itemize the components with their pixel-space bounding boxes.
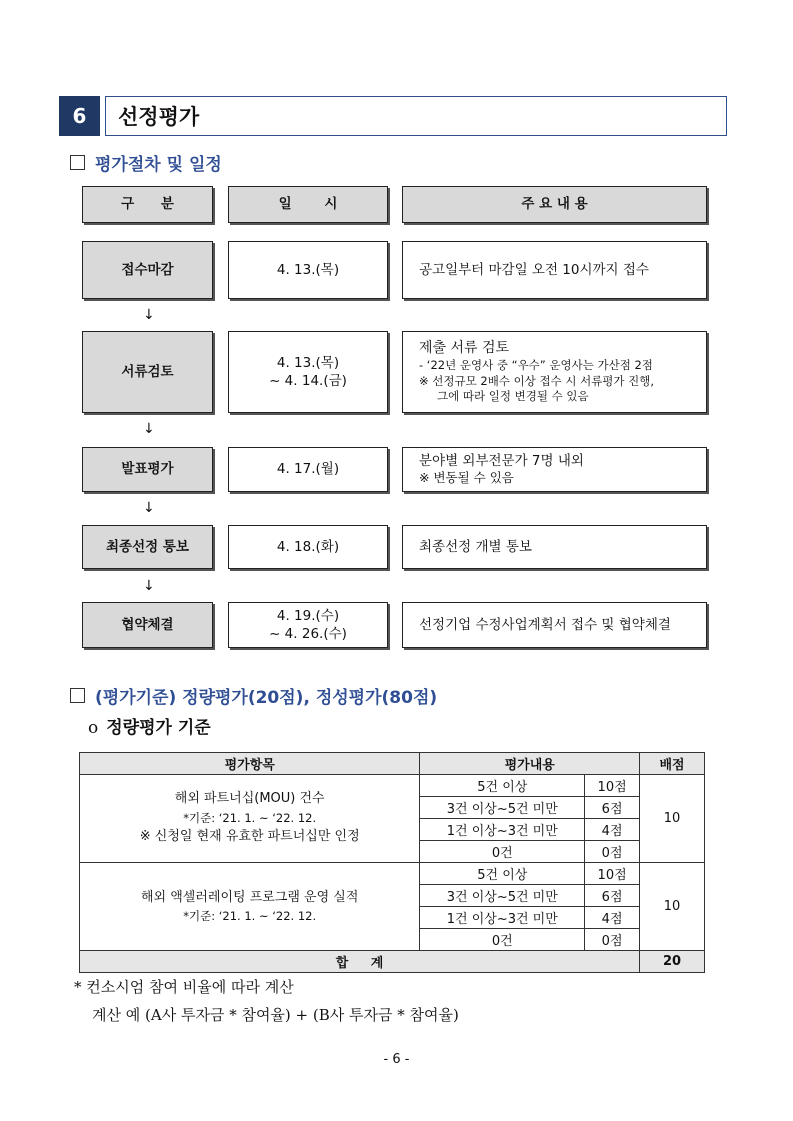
table-cell: 10점	[585, 863, 640, 885]
section-title-text: 선정평가	[118, 105, 200, 129]
table-cell: 0건	[420, 841, 585, 863]
table-cell: 6점	[585, 797, 640, 819]
item-line: ※ 신청일 현재 유효한 파트너십만 인정	[139, 829, 360, 845]
step-content-line: 그에 따라 일정 변경될 수 있음	[437, 389, 589, 404]
step-content-line: ※ 선정규모 2배수 이상 접수 시 서류평가 진행,	[419, 373, 655, 388]
table-cell: 10점	[585, 775, 640, 797]
procedure-heading-text: 평가절차 및 일정	[95, 155, 222, 175]
table-cell: 0건	[420, 929, 585, 951]
step-date	[228, 525, 388, 569]
quant-criteria-heading	[88, 713, 211, 738]
page-number: - 6 -	[383, 1052, 410, 1067]
step-name	[82, 331, 213, 413]
table-cell: 0점	[585, 841, 640, 863]
step-name	[82, 447, 213, 492]
criteria-heading	[70, 683, 437, 708]
table-cell: 3건 이상~5건 미만	[420, 797, 585, 819]
table-cell: 5건 이상	[420, 775, 585, 797]
table-cell: 3건 이상~5건 미만	[420, 885, 585, 907]
header-category	[82, 186, 213, 223]
step-name	[82, 525, 213, 569]
procedure-heading	[70, 150, 222, 175]
table-cell: 6점	[585, 885, 640, 907]
table-cell: 5건 이상	[420, 863, 585, 885]
item-line: 해외 파트너십(MOU) 건수	[174, 791, 325, 807]
table-header: 배점	[640, 753, 705, 775]
step-content	[402, 602, 707, 648]
note-line: 계산 예 (A사 투자금 * 참여율) + (B사 투자금 * 참여율)	[92, 1006, 459, 1024]
item-line: *기준: ‘21. 1. ~ ‘22. 12.	[183, 810, 317, 825]
checkbox-icon	[70, 155, 85, 170]
header-content	[402, 186, 707, 223]
table-cell-score: 10	[640, 775, 705, 863]
step-name-text: 최종선정 통보	[106, 538, 189, 555]
step-date	[228, 331, 388, 413]
step-date-line: 4. 13.(목)	[276, 354, 340, 371]
step-date	[228, 241, 388, 299]
bullet: o	[88, 718, 99, 738]
note-line: * 컨소시엄 참여 비율에 따라 계산	[74, 978, 294, 996]
table-total-row	[80, 951, 705, 973]
step-content-line: 선정기업 수정사업계획서 접수 및 협약체결	[419, 616, 671, 633]
table-cell-score: 10	[640, 863, 705, 951]
down-arrow-icon: ↓	[143, 421, 155, 437]
table-cell: 4점	[585, 907, 640, 929]
table-cell-item	[80, 775, 420, 863]
table-header: 평가내용	[420, 753, 640, 775]
step-content	[402, 525, 707, 569]
table-row	[80, 863, 705, 885]
header-content-text: 주 요 내 용	[521, 196, 588, 213]
section-title	[105, 96, 727, 136]
down-arrow-icon: ↓	[143, 500, 155, 516]
item-line: 해외 액셀러레이팅 프로그램 운영 실적	[140, 889, 359, 905]
step-name	[82, 602, 213, 648]
step-content	[402, 331, 707, 413]
table-cell: 1건 이상~3건 미만	[420, 819, 585, 841]
step-date-line: 4. 19.(수)	[276, 607, 340, 624]
table-cell: 4점	[585, 819, 640, 841]
quant-criteria-heading-text: 정량평가 기준	[106, 718, 211, 738]
table-cell: 1건 이상~3건 미만	[420, 907, 585, 929]
criteria-table	[79, 752, 705, 973]
step-name	[82, 241, 213, 299]
step-date-line: 4. 17.(월)	[276, 461, 340, 478]
total-label-text: 합 계	[335, 956, 384, 971]
step-name-text: 접수마감	[121, 261, 174, 278]
step-date	[228, 447, 388, 492]
step-content	[402, 241, 707, 299]
section-number-badge: 6	[59, 96, 100, 136]
header-date-text: 일 시	[278, 196, 338, 213]
step-name-text: 서류검토	[121, 363, 174, 380]
total-score: 20	[640, 951, 705, 973]
checkbox-icon	[70, 688, 85, 703]
step-date-line: 4. 18.(화)	[276, 538, 340, 555]
down-arrow-icon: ↓	[143, 578, 155, 594]
total-label	[80, 951, 640, 973]
table-header: 평가항목	[80, 753, 420, 775]
step-date	[228, 602, 388, 648]
item-line: *기준: ‘21. 1. ~ ‘22. 12.	[183, 908, 317, 923]
table-header-row	[80, 753, 705, 775]
table-cell-item	[80, 863, 420, 951]
criteria-heading-text: (평가기준) 정량평가(20점), 정성평가(80점)	[95, 688, 438, 708]
step-content-line: 분야별 외부전문가 7명 내외	[419, 452, 584, 469]
step-name-text: 협약체결	[121, 616, 174, 633]
step-content-line: 최종선정 개별 통보	[419, 538, 532, 555]
table-row	[80, 775, 705, 797]
step-date-line: ~ 4. 14.(금)	[269, 373, 347, 389]
header-category-text: 구 분	[121, 196, 174, 213]
step-content	[402, 447, 707, 492]
step-content-line: 공고일부터 마감일 오전 10시까지 접수	[419, 261, 649, 278]
step-date-line: 4. 13.(목)	[276, 261, 340, 278]
down-arrow-icon: ↓	[143, 307, 155, 323]
step-name-text: 발표평가	[121, 461, 174, 478]
step-content-line: ※ 변동될 수 있음	[419, 470, 514, 486]
step-content-line: - ‘22년 운영사 중 “우수” 운영사는 가산점 2점	[419, 358, 653, 373]
header-date	[228, 186, 388, 223]
step-date-line: ~ 4. 26.(수)	[269, 626, 347, 642]
table-cell: 0점	[585, 929, 640, 951]
step-content-line: 제출 서류 검토	[419, 340, 510, 357]
